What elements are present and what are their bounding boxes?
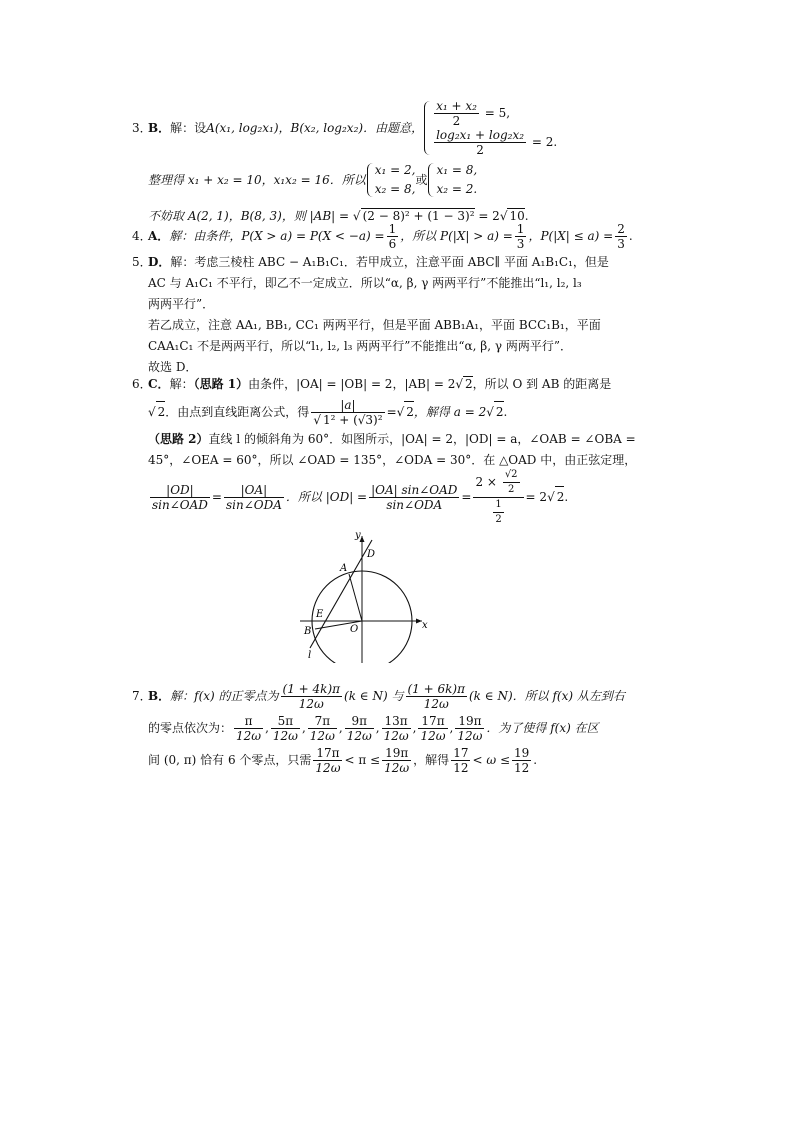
q7-zero-frac-1 bbox=[281, 682, 342, 711]
q4-frac-3-den: 3 bbox=[617, 236, 625, 251]
q7-text-d: 的零点依次为： bbox=[148, 720, 233, 735]
q6-sine-frac-1 bbox=[150, 483, 210, 512]
q3-line-1 bbox=[132, 100, 592, 156]
q7-zero-list-5-den: 12ω bbox=[383, 728, 409, 743]
q7-answer: B． bbox=[148, 688, 171, 703]
q7-zero-list-6-den: 12ω bbox=[420, 728, 446, 743]
q7-bound-frac-2 bbox=[382, 746, 411, 775]
q7-text-a: 解：f(x) 的正零点为 bbox=[170, 688, 279, 703]
q6-approach-1: （思路 1） bbox=[193, 377, 249, 391]
q6-text-2c: = bbox=[386, 404, 397, 419]
q6-complex-den-num: 1 bbox=[493, 498, 503, 513]
q7-zero-2-num: (1 + 6k)π bbox=[407, 681, 465, 696]
q7-line-1 bbox=[132, 680, 625, 712]
q7-text-b: (k ∈ N) 与 bbox=[344, 688, 404, 703]
q7-number: 7． bbox=[132, 688, 152, 703]
q3-system bbox=[423, 99, 557, 157]
label-b: B bbox=[304, 626, 312, 637]
q7-zero-list-6-num: 17π bbox=[418, 714, 447, 729]
q4-number: 4． bbox=[132, 228, 152, 243]
q3-frac-2 bbox=[434, 128, 526, 157]
q5-line-1 bbox=[132, 252, 609, 273]
q7-zero-list-1-num: π bbox=[234, 714, 263, 729]
q7-zero-list-3-den: 12ω bbox=[309, 728, 335, 743]
q6-number: 6． bbox=[132, 377, 152, 391]
q4-frac-1-den: 6 bbox=[388, 236, 397, 251]
q3-radicand: (2 − 8)² + (1 − 3)² bbox=[362, 209, 475, 223]
q6-text-5d: . bbox=[564, 489, 569, 504]
q3-text-2: 整理得 x₁ + x₂ = 10，x₁x₂ = 16．所以 bbox=[148, 172, 366, 187]
label-o: O bbox=[350, 624, 359, 635]
q6-distance-frac bbox=[311, 398, 384, 427]
q7-omega-frac-1 bbox=[451, 746, 470, 775]
q4-line-1 bbox=[132, 221, 633, 251]
q7-zero-list-7-den: 12ω bbox=[457, 728, 483, 743]
q7-zero-1-den: 12ω bbox=[298, 696, 324, 711]
q7-bound-2-den: 12ω bbox=[384, 760, 410, 775]
q6-line-1: 6．C．解：（思路 1）由条件，|OA| = |OB| = 2，|AB| = 2√ 2，所以 O 到 AB 的距离是 bbox=[132, 374, 592, 395]
q5-text-6: 故选 D． bbox=[148, 360, 198, 374]
label-d: D bbox=[367, 549, 376, 560]
q3-case-1b: x₂ = 8, bbox=[374, 182, 416, 196]
q6-sine-1-den: sin∠OAD bbox=[152, 497, 208, 512]
q6-distance-rad: 1² + (√3)² bbox=[322, 412, 383, 427]
q7-omega-1-num: 17 bbox=[453, 745, 469, 760]
q6-text-5b: = 2 bbox=[525, 489, 548, 504]
q4-frac-1-num: 1 bbox=[388, 221, 397, 236]
q6-approach-2: （思路 2） bbox=[148, 432, 209, 446]
question-3 bbox=[132, 100, 592, 227]
q3-or: 或 bbox=[415, 172, 428, 187]
label-x: x bbox=[422, 620, 428, 631]
q6-sine-2-den: sin∠ODA bbox=[225, 497, 282, 512]
q5-text-4: 若乙成立，注意 AA₁, BB₁, CC₁ 两两平行，但是平面 ABB₁A₁，平面 BCC₁B₁，平面 bbox=[148, 318, 601, 332]
q3-line-3: 不妨取 A(2, 1)，B(8, 3)，则 |AB| = √ (2 − 8)² + (1 − 3)² = 2√ 10. bbox=[148, 209, 529, 223]
q6-sine-frac-3 bbox=[369, 483, 459, 512]
q6-complex-den-den: 2 bbox=[495, 513, 502, 525]
q7-zero-list-5-num: 13π bbox=[382, 714, 411, 729]
q6-answer: C． bbox=[148, 377, 170, 391]
q6-text-3: 直线 l 的倾斜角为 60°．如图所示，|OA| = 2，|OD| = a，∠OAB = ∠OBA = bbox=[208, 432, 636, 446]
q3-case-2 bbox=[427, 161, 477, 199]
q7-bound-frac-1 bbox=[313, 746, 342, 775]
q6-rad-1: 2 bbox=[465, 377, 473, 391]
q5-answer: D． bbox=[148, 255, 171, 269]
q4-text-a: 解：由条件，P(X > a) = P(X < −a) = bbox=[169, 228, 385, 243]
q6-complex-num-c: 2 bbox=[507, 483, 515, 495]
q7-zero-list-7-num: 19π bbox=[455, 714, 484, 729]
q3-frac-1-den: 2 bbox=[452, 114, 461, 128]
label-l: l bbox=[308, 650, 312, 661]
q3-radicand-10: 10 bbox=[509, 209, 525, 223]
q6-complex-num-a: 2 × bbox=[475, 474, 501, 489]
q6-rad-2: 2 bbox=[156, 401, 166, 423]
q7-omega-frac-2 bbox=[512, 746, 531, 775]
segment-oa bbox=[349, 574, 362, 621]
q7-zero-list-4-num: 9π bbox=[345, 714, 374, 729]
q3-frac-1-num: x₁ + x₂ bbox=[436, 99, 477, 113]
q7-text-j: < ω ≤ bbox=[472, 752, 510, 767]
q7-zero-list-2 bbox=[271, 714, 300, 743]
q6-sine-3-den: sin∠ODA bbox=[386, 497, 443, 512]
q3-text-3b: = 2 bbox=[474, 209, 500, 223]
circle-diagram bbox=[300, 528, 440, 663]
q5-text-3: 两两平行”． bbox=[148, 297, 215, 311]
q3-eq2-tail: = 2. bbox=[528, 135, 558, 149]
q3-system-eq2 bbox=[432, 128, 557, 157]
q7-text-i: ，解得 bbox=[413, 752, 450, 767]
q6-text-2g: . bbox=[503, 404, 508, 419]
q7-zero-list-5 bbox=[382, 714, 411, 743]
q4-text-b: ，所以 P(|X| > a) = bbox=[400, 228, 513, 243]
q6-rad-5: 2 bbox=[555, 486, 565, 508]
q7-omega-2-den: 12 bbox=[514, 760, 530, 775]
q6-line-3 bbox=[132, 429, 636, 450]
q7-zero-1-num: (1 + 4k)π bbox=[282, 681, 341, 696]
q6-text-2e: ，解得 a = 2 bbox=[413, 404, 487, 419]
q4-text-c: ，P(|X| ≤ a) = bbox=[528, 228, 614, 243]
q3-frac-2-num: log₂x₁ + log₂x₂ bbox=[436, 128, 525, 142]
q6-complex-num bbox=[473, 468, 523, 498]
q6-complex-num-b: √2 bbox=[503, 468, 520, 483]
q7-text-e: ．为了使得 f(x) 在区 bbox=[486, 720, 599, 735]
q3-eq1-tail: = 5, bbox=[480, 106, 511, 120]
q3-text-1b: A(x₁, log₂x₁)，B(x₂, log₂x₂)．由题意， bbox=[206, 120, 424, 135]
question-7 bbox=[132, 680, 625, 776]
q4-text-d: . bbox=[628, 228, 633, 243]
label-e: E bbox=[316, 609, 324, 620]
q6-text-2b: ．由点到直线距离公式，得 bbox=[165, 404, 310, 419]
q3-text-3d: . bbox=[524, 209, 529, 223]
q6-text-1d: ，所以 O 到 AB 的距离是 bbox=[472, 377, 612, 391]
q3-frac-1 bbox=[434, 99, 479, 128]
q7-zero-list-3 bbox=[308, 714, 337, 743]
q6-sine-3-num: |OA| sin∠OAD bbox=[371, 482, 458, 497]
q3-text-3a: 不妨取 A(2, 1)，B(8, 3)，则 |AB| = bbox=[148, 209, 353, 223]
q7-zero-list-4 bbox=[345, 714, 374, 743]
q6-line-5: $\frac{|OD|}{\text{sin∠OAD}}$ = $\frac{|OA|}{\text{sin∠ODA}}$ ．所以 |OD| = $\frac{\text{|OA| sin∠OAD}}{\text{sin∠ODA}}$ = 2 × $\frac{√2}{2}$ $\frac{1}{2}$ = 2 √ 2 . bbox=[152, 468, 569, 525]
q6-sine-2-num: |OA| bbox=[224, 483, 284, 498]
q3-case-1a: x₁ = 2, bbox=[374, 163, 416, 177]
q3-text-1a: 解：设 bbox=[170, 120, 207, 135]
q4-frac-2 bbox=[515, 222, 527, 251]
q4-frac-3 bbox=[615, 222, 627, 251]
label-y: y bbox=[355, 530, 361, 541]
q7-zero-2-den: 12ω bbox=[423, 696, 449, 711]
q3-frac-2-den: 2 bbox=[476, 143, 484, 157]
q7-text-h: < π ≤ bbox=[344, 752, 381, 767]
q7-zero-list-2-num: 5π bbox=[271, 714, 300, 729]
q7-zero-frac-2 bbox=[406, 682, 467, 711]
q6-complex-den bbox=[473, 498, 523, 527]
label-a: A bbox=[340, 563, 348, 574]
q6-complex-frac bbox=[473, 468, 523, 527]
q6-text-5a: ．所以 |OD| = bbox=[285, 489, 368, 504]
q7-zero-list-4-den: 12ω bbox=[346, 728, 372, 743]
q3-number: 3． bbox=[132, 120, 152, 135]
question-4 bbox=[132, 221, 633, 251]
q4-frac-2-den: 3 bbox=[516, 236, 525, 251]
q5-text-2: AC 与 A₁C₁ 不平行，即乙不一定成立．所以“α, β, γ 两两平行”不能推出“l₁, l₂, l₃ bbox=[148, 276, 582, 290]
q3-case-1 bbox=[366, 161, 416, 199]
q4-answer: A． bbox=[148, 228, 170, 243]
q5-text-5: CAA₁C₁ 不是两两平行，所以“l₁, l₂, l₃ 两两平行”不能推出“α, β, γ 两两平行”． bbox=[148, 339, 572, 353]
q3-system-eq1 bbox=[432, 99, 557, 128]
q7-zero-list-6 bbox=[418, 714, 447, 743]
q7-omega-2-num: 19 bbox=[514, 745, 530, 760]
q4-frac-2-num: 1 bbox=[516, 221, 525, 236]
q3-line-2 bbox=[132, 156, 592, 204]
q7-text-c: (k ∈ N)．所以 f(x) 从左到右 bbox=[468, 688, 625, 703]
q7-line-3 bbox=[132, 744, 592, 776]
q5-number: 5． bbox=[132, 255, 152, 269]
q3-answer: B． bbox=[148, 120, 171, 135]
q6-distance-den: √ 1² + (√3)² bbox=[313, 412, 383, 427]
q3-case-2a: x₁ = 8, bbox=[436, 163, 478, 177]
q5-text-1: 解：考虑三棱柱 ABC − A₁B₁C₁．若甲成立，注意平面 ABC∥ 平面 A₁B₁C₁，但是 bbox=[170, 255, 609, 269]
q7-line-2: 的零点依次为： $\frac{\pi}{12\omega}$ , $\frac{5\pi}{12\omega}$ , $\frac{7\pi}{12\omega}$ , $\frac{9\pi}{12\omega}$ , $\frac{13\pi}{12\omega}$ , $\frac{17\pi}{12\omega}$ , $\frac{19\pi}{12\omega}$ ．为了使得 f(x) 在区 bbox=[148, 713, 599, 743]
q6-rad-3: 2 bbox=[404, 401, 414, 423]
q6-line-2: √ 2 ．由点到直线距离公式，得 $\frac{|a|}{\text{√ 1² + (√3)²}}$ = √ 2 ，解得 a = 2 √ 2 . bbox=[148, 397, 508, 427]
q7-bound-1-num: 17π bbox=[313, 746, 342, 761]
q6-distance-num: |a| bbox=[311, 398, 384, 413]
q6-text-1b: 由条件，|OA| = |OB| = 2，|AB| = 2 bbox=[248, 377, 456, 391]
q7-zero-list-3-num: 7π bbox=[308, 714, 337, 729]
q7-zero-list-2-den: 12ω bbox=[272, 728, 298, 743]
q7-bound-1-den: 12ω bbox=[315, 760, 341, 775]
question-5 bbox=[132, 252, 609, 378]
question-6 bbox=[132, 374, 637, 525]
q6-equals: = bbox=[211, 489, 222, 504]
q4-frac-3-num: 2 bbox=[617, 221, 625, 236]
q7-omega-1-den: 12 bbox=[453, 760, 469, 775]
q6-rad-4: 2 bbox=[494, 401, 504, 423]
q7-text-k: . bbox=[533, 752, 538, 767]
q6-text-4: 45°，∠OEA = 60°，所以 ∠OAD = 135°，∠ODA = 30°．在 △OAD 中，由正弦定理， bbox=[148, 453, 637, 467]
q7-zero-list-7 bbox=[455, 714, 484, 743]
q7-bound-2-num: 19π bbox=[382, 746, 411, 761]
q7-zero-list-1 bbox=[234, 714, 263, 743]
q6-text-1a: 解： bbox=[169, 377, 194, 391]
q3-case-2b: x₂ = 2. bbox=[436, 182, 478, 196]
q7-zero-list-1-den: 12ω bbox=[236, 728, 262, 743]
q4-frac-1 bbox=[387, 222, 399, 251]
q6-sine-1-num: |OD| bbox=[150, 483, 210, 498]
q7-text-g: 间 (0, π) 恰有 6 个零点，只需 bbox=[148, 752, 312, 767]
q6-sine-frac-2 bbox=[224, 483, 284, 512]
